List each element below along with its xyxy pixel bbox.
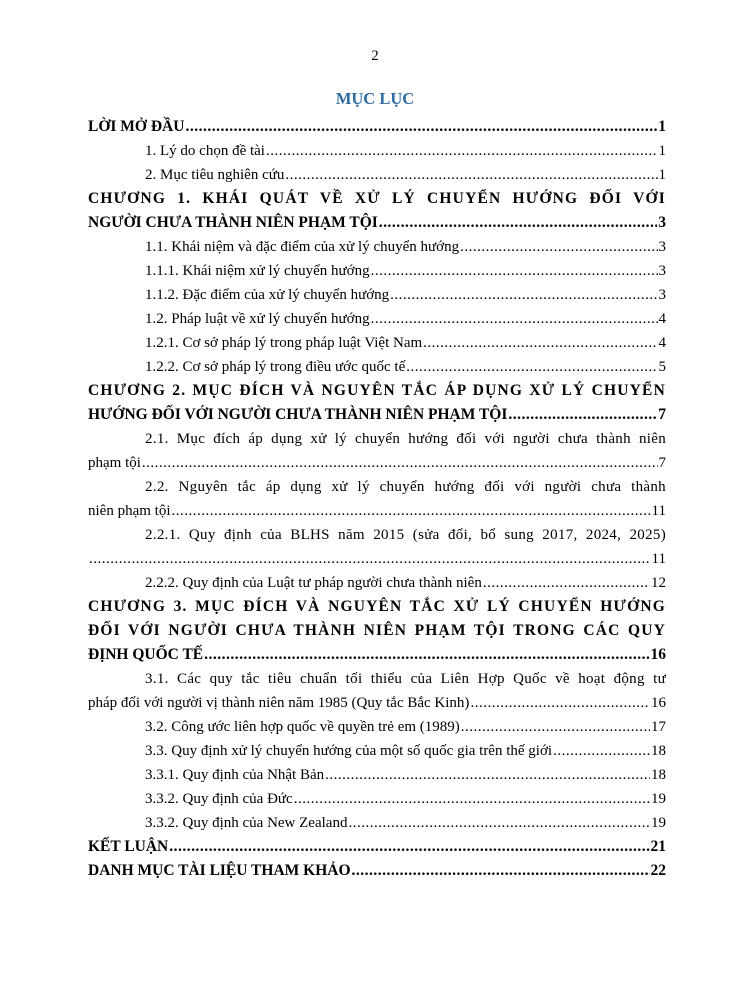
toc-entry-page: 7	[658, 455, 666, 471]
toc-entry-text: CHƯƠNG 3. MỤC ĐÍCH VÀ NGUYÊN TẮC XỬ LÝ CHUYỂN HƯỚNG	[88, 598, 666, 615]
toc-entry-page: 19	[651, 815, 666, 831]
toc-entry-1-1-2[interactable]	[88, 283, 666, 307]
toc-entry-text: KẾT LUẬN	[88, 838, 169, 855]
toc-entry-conclusion[interactable]	[88, 835, 666, 859]
toc-entry-1-1-1[interactable]	[88, 259, 666, 283]
toc-entry-3-2[interactable]	[88, 715, 666, 739]
toc-entry-text: phạm tội	[88, 455, 141, 471]
toc-entry-1-2-2[interactable]	[88, 355, 666, 379]
toc-entry-page: 22	[650, 862, 666, 879]
toc-entry-2-2[interactable]	[88, 475, 666, 523]
toc-entry-text: 2. Mục tiêu nghiên cứu	[145, 167, 285, 183]
toc-entry-page: 4	[658, 335, 666, 351]
toc-entry-1-2[interactable]	[88, 307, 666, 331]
toc-entry-page: 17	[651, 719, 666, 735]
toc-entry-page: 3	[658, 214, 666, 231]
toc-entry-3-3-2[interactable]	[88, 787, 666, 811]
toc-entry-3-3-2-nz[interactable]	[88, 811, 666, 835]
toc-entry-text: 3.3.1. Quy định của Nhật Bản	[145, 767, 325, 783]
toc-entry-chapter-1[interactable]	[88, 187, 666, 235]
toc-entry-text: 3.3. Quy định xử lý chuyển hướng của một số quốc gia trên thế giới	[145, 743, 553, 759]
toc-entry-1[interactable]	[88, 139, 666, 163]
toc-entry-chapter-2[interactable]	[88, 379, 666, 427]
page-number: 2	[371, 48, 379, 64]
toc-entry-page: 3	[658, 263, 666, 279]
toc-entry-references[interactable]	[88, 859, 666, 883]
toc-entry-1-2-1[interactable]	[88, 331, 666, 355]
toc-title: MỤC LỤC	[335, 89, 415, 108]
toc-entry-page: 3	[658, 239, 666, 255]
toc-entry-page: 5	[658, 359, 666, 375]
toc-entry-text: 2.2. Nguyên tắc áp dụng xử lý chuyển hướng đối với người chưa thành	[145, 479, 666, 495]
toc-entry-text: DANH MỤC TÀI LIỆU THAM KHẢO	[88, 862, 351, 879]
toc-entry-text: 2.2.1. Quy định của BLHS năm 2015 (sửa đổi, bổ sung 2017, 2024, 2025)	[145, 527, 666, 543]
toc-entry-page: 11	[651, 503, 666, 519]
toc-entry-text: 1.1. Khái niệm và đặc điểm của xử lý chuyển hướng	[145, 239, 460, 255]
toc-entry-text: 1.1.1. Khái niệm xử lý chuyển hướng	[145, 263, 370, 279]
toc-entry-text: LỜI MỞ ĐẦU	[88, 118, 185, 135]
toc-entry-text: 3.3.2. Quy định của New Zealand	[145, 815, 348, 831]
toc-entry-text: 3.1. Các quy tắc tiêu chuẩn tối thiểu của Liên Hợp Quốc về hoạt động tư	[145, 671, 666, 687]
toc-entry-page: 1	[658, 143, 666, 159]
toc-entry-1-1[interactable]	[88, 235, 666, 259]
toc-entry-text: 2.2.2. Quy định của Luật tư pháp người chưa thành niên	[145, 575, 482, 591]
toc-entry-3-3[interactable]	[88, 739, 666, 763]
toc-entry-text: 3.2. Công ước liên hợp quốc về quyền trẻ em (1989)	[145, 719, 460, 735]
toc-entry-3-3-1[interactable]	[88, 763, 666, 787]
toc-entry-text: 1.1.2. Đặc điểm của xử lý chuyển hướng	[145, 287, 390, 303]
toc-entry-page: 1	[658, 167, 666, 183]
toc-entry-text: 2.1. Mục đích áp dụng xử lý chuyển hướng đối với người chưa thành niên	[145, 431, 666, 447]
toc-entry-text: ĐỊNH QUỐC TẾ	[88, 646, 204, 663]
toc-entry-page: 18	[651, 767, 666, 783]
toc-entry-2-1[interactable]	[88, 427, 666, 475]
toc-entry-text: pháp đối với người vị thành niên năm 1985 (Quy tắc Bắc Kinh)	[88, 695, 470, 711]
toc-entry-introduction[interactable]	[88, 115, 666, 139]
toc-entry-page: 7	[658, 406, 666, 423]
toc-entry-text: HƯỚNG ĐỐI VỚI NGƯỜI CHƯA THÀNH NIÊN PHẠM TỘI	[88, 406, 508, 423]
toc-entry-page: 16	[651, 695, 666, 711]
toc-entry-page: 18	[651, 743, 666, 759]
toc-entry-page: 4	[658, 311, 666, 327]
toc-entry-text: CHƯƠNG 2. MỤC ĐÍCH VÀ NGUYÊN TẮC ÁP DỤNG XỬ LÝ CHUYỂN	[88, 382, 666, 399]
toc-entry-text: 3.3.2. Quy định của Đức	[145, 791, 293, 807]
toc-entry-text: 1.2.1. Cơ sở pháp lý trong pháp luật Việt Nam	[145, 335, 423, 351]
toc-entry-page: 19	[651, 791, 666, 807]
toc-entry-page: 3	[658, 287, 666, 303]
toc-entry-page: 21	[650, 838, 666, 855]
toc-entry-page: 12	[651, 575, 666, 591]
toc-entry-text: niên phạm tội	[88, 503, 171, 519]
toc-entry-2[interactable]	[88, 163, 666, 187]
toc-entry-2-2-1[interactable]	[88, 523, 666, 571]
toc-entry-text: 1. Lý do chọn đề tài	[145, 143, 265, 159]
toc-entry-page: 1	[658, 118, 666, 135]
toc-entry-3-1[interactable]	[88, 667, 666, 715]
toc-entry-text: ĐỐI VỚI NGƯỜI CHƯA THÀNH NIÊN PHẠM TỘI TRONG CÁC QUY	[88, 622, 666, 639]
toc-entry-text: CHƯƠNG 1. KHÁI QUÁT VỀ XỬ LÝ CHUYỂN HƯỚNG ĐỐI VỚI	[88, 190, 666, 207]
toc-entry-page: 16	[650, 646, 666, 663]
toc-entry-text: 1.2. Pháp luật về xử lý chuyển hướng	[145, 311, 370, 327]
toc-entry-2-2-2[interactable]	[88, 571, 666, 595]
toc-entry-text: 1.2.2. Cơ sở pháp lý trong điều ước quốc tế	[145, 359, 406, 375]
toc-entry-chapter-3[interactable]	[88, 595, 666, 667]
toc-entry-text: NGƯỜI CHƯA THÀNH NIÊN PHẠM TỘI	[88, 214, 378, 231]
toc-entry-page: 11	[651, 551, 666, 567]
table-of-contents	[88, 115, 666, 883]
